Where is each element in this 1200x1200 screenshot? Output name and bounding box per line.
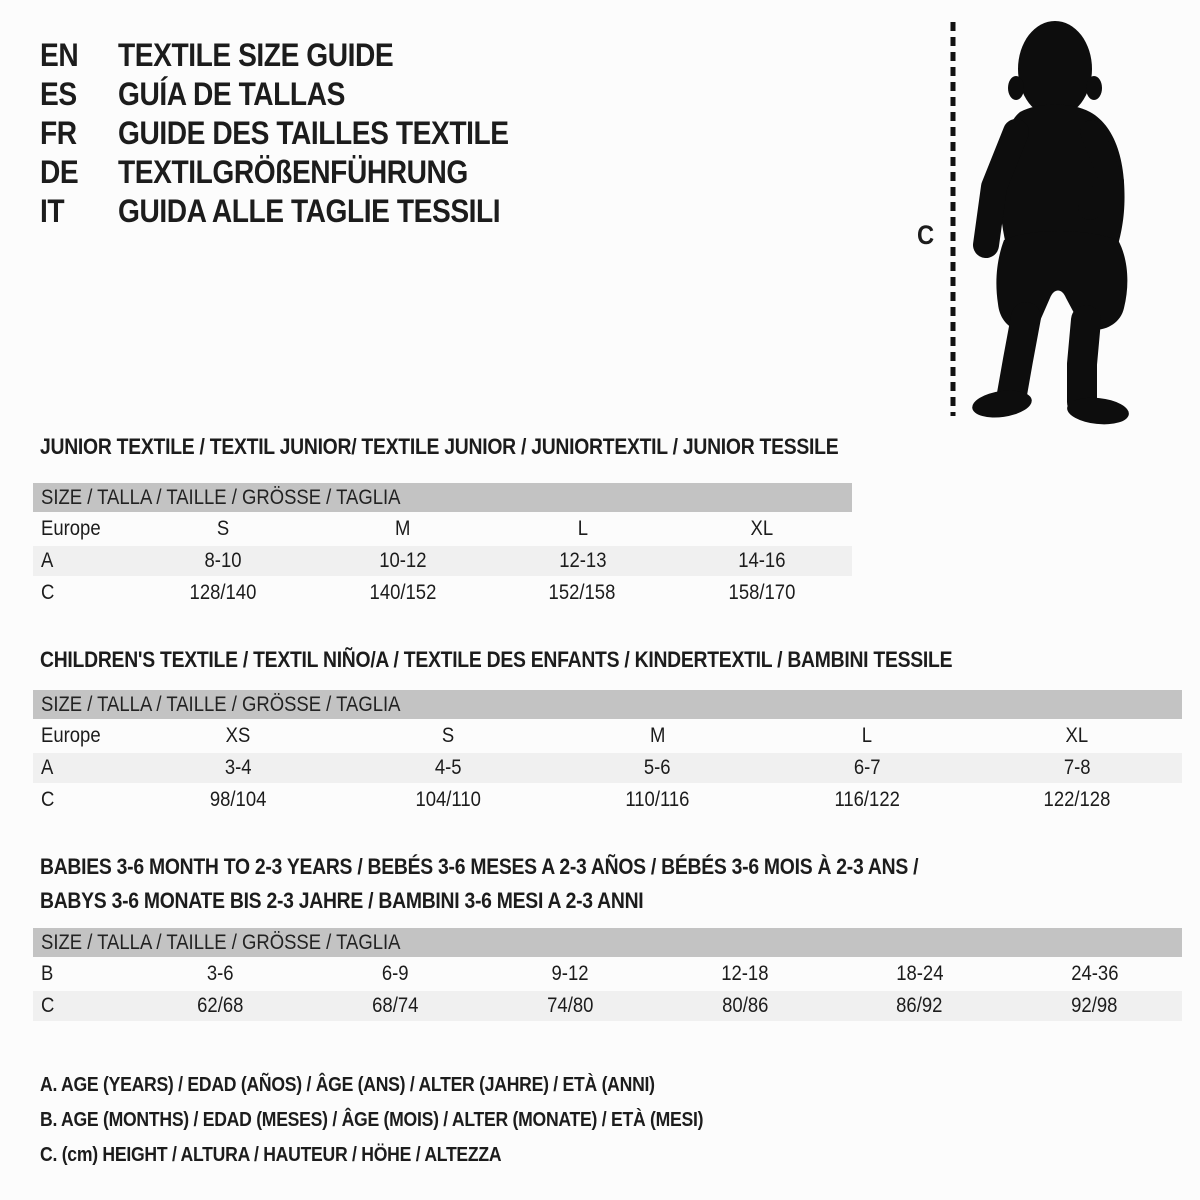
lang-row-fr xyxy=(40,114,562,153)
table-cell xyxy=(133,549,313,573)
lang-row-en xyxy=(40,36,562,75)
row-label xyxy=(33,517,133,541)
lang-title-text: TEXTILE SIZE GUIDE xyxy=(118,37,394,73)
table-cell xyxy=(972,756,1182,780)
table-cell-text: S xyxy=(216,517,230,540)
lang-code xyxy=(40,154,118,191)
table-cell-text: 9-12 xyxy=(551,962,589,985)
table-header xyxy=(33,690,1182,719)
table-cell xyxy=(343,756,553,780)
lang-row-de xyxy=(40,153,562,192)
row-label xyxy=(33,756,133,780)
lang-title xyxy=(118,154,516,191)
table-cell-text: 140/152 xyxy=(369,581,437,604)
table-cell-text: M xyxy=(649,724,666,747)
table-cell-text: 92/98 xyxy=(1071,994,1118,1017)
table-cell-text: 122/128 xyxy=(1043,788,1111,811)
table-row xyxy=(33,753,1182,783)
legend-line-a xyxy=(40,1068,794,1103)
row-label-text: A xyxy=(41,756,54,779)
table-cell xyxy=(553,788,763,812)
table-cell-text: L xyxy=(862,724,873,747)
row-label xyxy=(33,581,133,605)
table-cell xyxy=(832,962,1007,986)
table-body xyxy=(33,512,852,610)
table-cell xyxy=(343,724,553,748)
row-label-text: B xyxy=(41,962,54,985)
table-cell-text: 80/86 xyxy=(721,994,769,1017)
lang-code-text: EN xyxy=(40,37,79,73)
table-cell xyxy=(657,994,832,1018)
table-cell-text: 4-5 xyxy=(434,756,462,779)
section-title-text: JUNIOR TEXTILE / TEXTIL JUNIOR/ TEXTILE JUNIOR / JUNIORTEXTIL / JUNIOR TESSILE xyxy=(40,434,839,459)
toddler-silhouette xyxy=(905,8,1200,426)
table-cell xyxy=(133,788,343,812)
lang-title-text: GUIDE DES TAILLES TEXTILE xyxy=(118,115,509,151)
table-cell xyxy=(133,517,313,541)
lang-code-text: ES xyxy=(40,76,77,112)
table-cell xyxy=(972,788,1182,812)
table-cell xyxy=(672,517,852,541)
table-cell xyxy=(308,994,483,1018)
junior-size-table xyxy=(33,483,852,610)
table-row xyxy=(33,512,852,546)
table-row xyxy=(33,576,852,610)
table-cell xyxy=(133,581,313,605)
table-cell xyxy=(972,724,1182,748)
measure-label-text: C xyxy=(917,220,935,250)
row-label-text: C xyxy=(41,788,55,811)
table-cell xyxy=(1007,994,1182,1018)
table-cell-text: 110/116 xyxy=(625,788,690,811)
table-body xyxy=(33,719,1182,817)
section-title-text: BABIES 3-6 MONTH TO 2-3 YEARS / BEBÉS 3-6 MESES A 2-3 AÑOS / BÉBÉS 3-6 MOIS À 2-3 ANS / xyxy=(40,854,919,879)
lang-code xyxy=(40,37,118,74)
table-header-text: SIZE / TALLA / TAILLE / GRÖSSE / TAGLIA xyxy=(41,485,401,509)
lang-row-es xyxy=(40,75,562,114)
table-cell-text: 12-18 xyxy=(721,962,769,985)
row-label-text: Europe xyxy=(41,724,101,747)
table-cell-text: 3-6 xyxy=(207,962,234,985)
table-cell-text: 68/74 xyxy=(372,994,419,1017)
table-cell xyxy=(493,517,673,541)
lang-title-text: GUÍA DE TALLAS xyxy=(118,76,345,112)
lang-code xyxy=(40,193,118,230)
lang-title-text: TEXTILGRÖßENFÜHRUNG xyxy=(118,154,468,190)
table-cell-text: 74/80 xyxy=(546,994,594,1017)
table-cell xyxy=(672,549,852,573)
table-cell xyxy=(762,788,972,812)
table-cell xyxy=(493,581,673,605)
row-label-text: C xyxy=(41,994,55,1017)
lang-code xyxy=(40,115,118,152)
table-cell xyxy=(1007,962,1182,986)
table-cell xyxy=(133,724,343,748)
section-title-text: BABYS 3-6 MONATE BIS 2-3 JAHRE / BAMBINI 3-6 MESI A 2-3 ANNI xyxy=(40,888,644,913)
junior-section-title xyxy=(40,430,947,464)
children-size-table xyxy=(33,690,1182,817)
lang-title xyxy=(118,193,552,230)
lang-code-text: IT xyxy=(40,193,65,229)
table-cell-text: 98/104 xyxy=(209,788,267,811)
table-cell xyxy=(657,962,832,986)
measurement-legend xyxy=(40,1068,794,1173)
table-row xyxy=(33,991,1182,1021)
row-label xyxy=(33,549,133,573)
section-title-text: CHILDREN'S TEXTILE / TEXTIL NIÑO/A / TEXTILE DES ENFANTS / KINDERTEXTIL / BAMBINI TESSILE xyxy=(40,647,953,672)
table-cell-text: 12-13 xyxy=(558,549,607,572)
table-cell-text: XL xyxy=(750,517,774,540)
table-cell-text: 86/92 xyxy=(896,994,943,1017)
legend-line-b xyxy=(40,1103,794,1138)
legend-line-c xyxy=(40,1138,794,1173)
row-label xyxy=(33,994,133,1018)
row-label-text: Europe xyxy=(41,517,101,540)
table-cell xyxy=(313,517,493,541)
language-title-list xyxy=(40,36,562,231)
table-cell-text: 18-24 xyxy=(896,962,944,985)
babies-size-table xyxy=(33,928,1182,1021)
table-cell-text: 8-10 xyxy=(204,549,242,572)
table-cell xyxy=(762,724,972,748)
table-row xyxy=(33,783,1182,817)
table-cell-text: 158/170 xyxy=(728,581,796,604)
row-label xyxy=(33,962,133,986)
table-cell xyxy=(313,549,493,573)
legend-text: B. AGE (MONTHS) / EDAD (MESES) / ÂGE (MOIS) / ALTER (MONATE) / ETÀ (MESI) xyxy=(40,1109,704,1131)
table-cell-text: 10-12 xyxy=(378,549,427,572)
table-cell-text: 24-36 xyxy=(1070,962,1119,985)
table-cell-text: XS xyxy=(225,724,251,747)
legend-text: A. AGE (YEARS) / EDAD (AÑOS) / ÂGE (ANS) / ALTER (JAHRE) / ETÀ (ANNI) xyxy=(40,1074,655,1096)
table-row xyxy=(33,719,1182,753)
table-cell xyxy=(493,549,673,573)
table-cell-text: 14-16 xyxy=(738,549,786,572)
lang-row-it xyxy=(40,192,562,231)
row-label xyxy=(33,788,133,812)
lang-code-text: FR xyxy=(40,115,77,151)
table-cell xyxy=(343,788,553,812)
table-cell-text: 5-6 xyxy=(644,756,671,779)
table-row xyxy=(33,546,852,576)
table-cell-text: 116/122 xyxy=(834,788,901,811)
table-cell xyxy=(483,962,658,986)
table-cell-text: M xyxy=(394,517,411,540)
table-row xyxy=(33,957,1182,991)
lang-title xyxy=(118,115,562,152)
lang-code xyxy=(40,76,118,113)
lang-title xyxy=(118,76,376,113)
table-cell xyxy=(133,962,308,986)
row-label-text: A xyxy=(41,549,54,572)
children-section-title xyxy=(40,643,1077,677)
table-cell xyxy=(553,724,763,748)
table-cell xyxy=(308,962,483,986)
table-cell xyxy=(553,756,763,780)
table-cell xyxy=(133,994,308,1018)
table-cell-text: 6-9 xyxy=(381,962,409,985)
table-cell-text: XL xyxy=(1065,724,1089,747)
table-cell-text: 7-8 xyxy=(1063,756,1091,779)
table-header-text: SIZE / TALLA / TAILLE / GRÖSSE / TAGLIA xyxy=(41,930,401,954)
legend-text: C. (cm) HEIGHT / ALTURA / HAUTEUR / HÖHE / ALTEZZA xyxy=(40,1144,502,1166)
height-measure-figure xyxy=(905,8,1200,426)
table-cell xyxy=(762,756,972,780)
table-body xyxy=(33,957,1182,1021)
table-cell-text: 128/140 xyxy=(189,581,257,604)
toddler-silhouette-shape xyxy=(970,21,1130,426)
table-cell xyxy=(313,581,493,605)
table-cell-text: S xyxy=(441,724,454,747)
table-cell-text: 6-7 xyxy=(853,756,881,779)
table-cell xyxy=(483,994,658,1018)
table-cell-text: 62/68 xyxy=(197,994,244,1017)
lang-title xyxy=(118,37,431,74)
table-header xyxy=(33,483,852,512)
table-cell-text: L xyxy=(577,517,588,540)
table-cell-text: 152/158 xyxy=(548,581,616,604)
babies-section-title xyxy=(40,850,1038,918)
lang-title-text: GUIDA ALLE TAGLIE TESSILI xyxy=(118,193,501,229)
table-header xyxy=(33,928,1182,957)
measure-label-c xyxy=(917,220,937,251)
table-cell xyxy=(672,581,852,605)
table-cell xyxy=(832,994,1007,1018)
table-cell-text: 104/110 xyxy=(414,788,481,811)
row-label-text: C xyxy=(41,581,55,604)
table-cell xyxy=(133,756,343,780)
table-cell-text: 3-4 xyxy=(224,756,252,779)
table-header-text: SIZE / TALLA / TAILLE / GRÖSSE / TAGLIA xyxy=(41,692,401,716)
lang-code-text: DE xyxy=(40,154,79,190)
row-label xyxy=(33,724,133,748)
